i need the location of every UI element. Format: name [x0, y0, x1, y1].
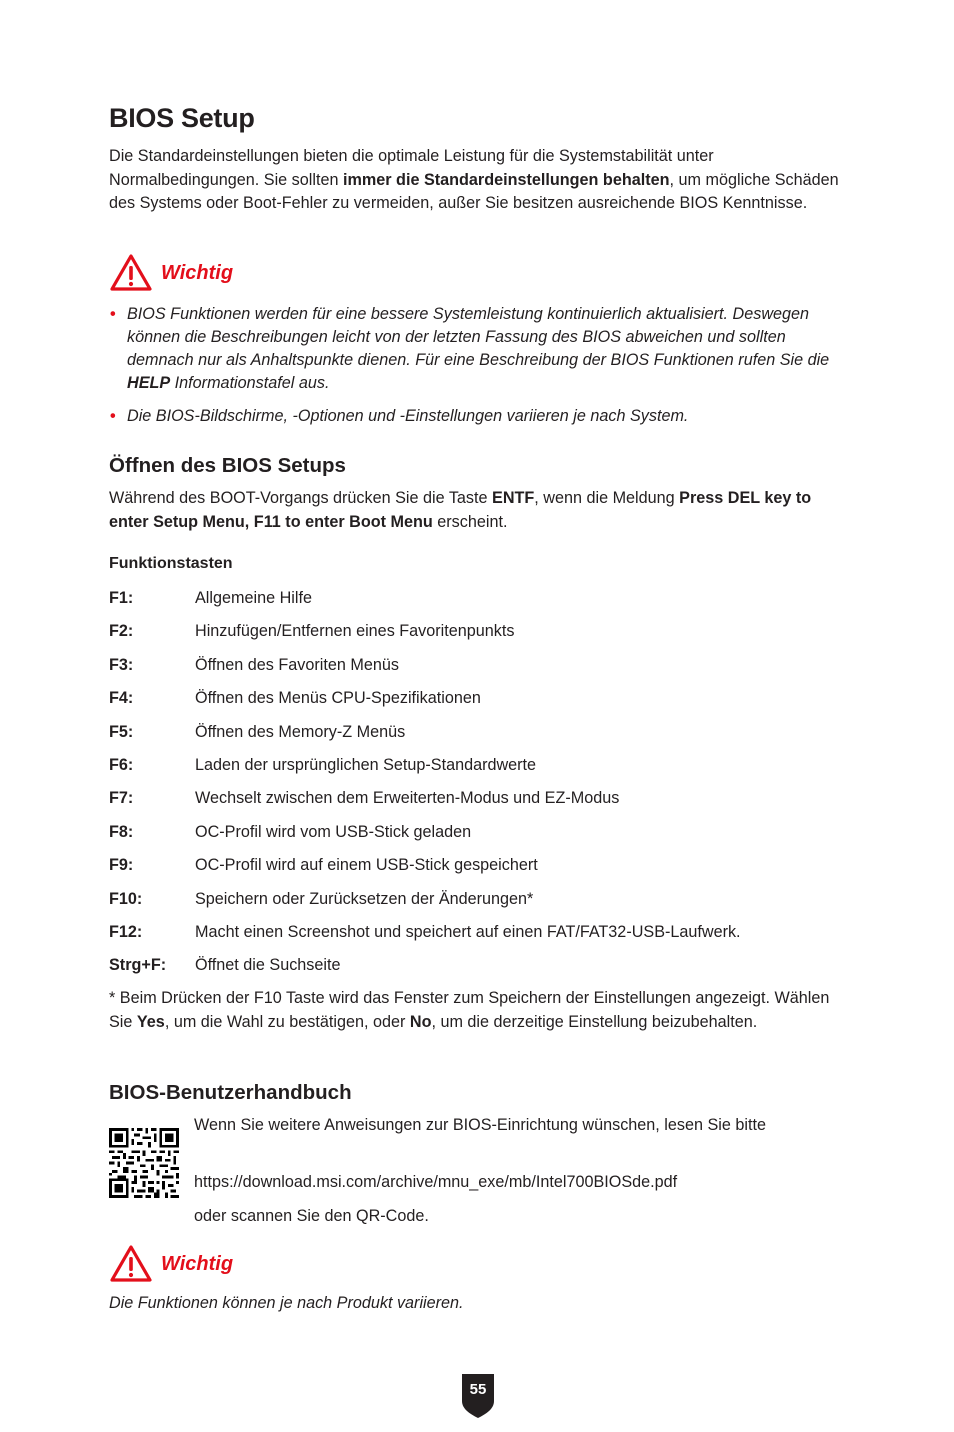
- page-number: 55: [469, 1381, 487, 1398]
- intro-text: Die Standardeinstellungen bieten die optimale Leistung für die Systemstabilität unter Normalbedingungen. Sie sollten: [109, 147, 714, 189]
- section-heading-open-bios: Öffnen des BIOS Setups: [109, 454, 346, 477]
- open-bios-paragraph: Während des BOOT-Vorgangs drücken Sie die Taste ENTF, wenn die Meldung Press DEL key to enter Setup Menu, F11 to enter Boot Menu erscheint.: [109, 489, 812, 531]
- key-row: F1: Allgemeine Hilfe: [109, 589, 312, 607]
- page-number-badge: [458, 1371, 498, 1419]
- intro-paragraph: [109, 145, 844, 216]
- key-row: F4: Öffnen des Menüs CPU-Spezifikationen: [109, 689, 481, 708]
- product-variation-note: Die Funktionen können je nach Produkt variieren.: [109, 1294, 464, 1312]
- qr-code-icon: [109, 1128, 179, 1198]
- key-row: Strg+F: Öffnet die Suchseite: [109, 956, 341, 975]
- notice-important-2: [109, 1244, 233, 1284]
- key-row: F10: Speichern oder Zurücksetzen der Änderungen*: [109, 889, 534, 908]
- key-row: F12: Macht einen Screenshot und speichert auf einen FAT/FAT32-USB-Laufwerk.: [109, 922, 741, 941]
- warning-icon: [109, 1244, 153, 1284]
- list-item: • BIOS Funktionen werden für eine bessere Systemleistung kontinuierlich aktualisiert. Deswegen können die Beschreibungen leicht von der letzten Fassung des BIOS abweichen und sollten demnach nur als Anhaltspunkte dienen. Für eine Beschreibung der BIOS Funktionen rufen Sie die HELP Informationstafel aus.: [110, 305, 830, 392]
- manual-instruction: Wenn Sie weitere Anweisungen zur BIOS-Einrichtung wünschen, lesen Sie bitte: [194, 1116, 766, 1134]
- key-row: F9: OC-Profil wird auf einem USB-Stick gespeichert: [109, 856, 538, 875]
- section-heading-manual: BIOS-Benutzerhandbuch: [109, 1081, 352, 1104]
- key-row: F5: Öffnen des Memory-Z Menüs: [109, 722, 406, 741]
- warning-icon: [109, 253, 153, 293]
- function-keys-list: [109, 586, 849, 987]
- page-title: BIOS Setup: [109, 103, 255, 133]
- notice-list: [109, 303, 839, 438]
- notice-label: Wichtig: [161, 1252, 234, 1275]
- manual-url-link[interactable]: https://download.msi.com/archive/mnu_exe/mb/Intel700BIOSde.pdf: [194, 1173, 678, 1191]
- manual-qr-instruction: oder scannen Sie den QR-Code.: [194, 1207, 429, 1225]
- key-row: F3: Öffnen des Favoriten Menüs: [109, 655, 399, 674]
- list-item: • Die BIOS-Bildschirme, -Optionen und -Einstellungen variieren je nach System.: [109, 405, 839, 428]
- help-bold: HELP: [127, 374, 171, 392]
- key-row: F6: Laden der ursprünglichen Setup-Standardwerte: [109, 755, 537, 774]
- bullet-icon: •: [110, 305, 116, 323]
- intro-bold-text: immer die Standardeinstellungen behalten: [342, 170, 670, 189]
- notice-important-1: [109, 253, 233, 293]
- key-row: F8: OC-Profil wird vom USB-Stick geladen: [109, 822, 472, 841]
- key-row: F2: Hinzufügen/Entfernen eines Favoritenpunkts: [109, 622, 515, 641]
- intro-text-end: , um mögliche Schäden des Systems oder Boot-Fehler zu vermeiden, außer Sie besitzen ausreichende BIOS Kenntnisse.: [109, 170, 839, 212]
- function-keys-heading: Funktionstasten: [109, 555, 233, 572]
- f10-footnote: * Beim Drücken der F10 Taste wird das Fenster zum Speichern der Einstellungen angezeigt. Wählen Sie Yes, um die Wahl zu bestätigen, oder No, um die derzeitige Einstellung beizubehalten.: [109, 989, 830, 1031]
- notice-label: Wichtig: [161, 261, 234, 284]
- bullet-icon: •: [110, 407, 116, 425]
- key-row: F7: Wechselt zwischen dem Erweiterten-Modus und EZ-Modus: [109, 789, 620, 808]
